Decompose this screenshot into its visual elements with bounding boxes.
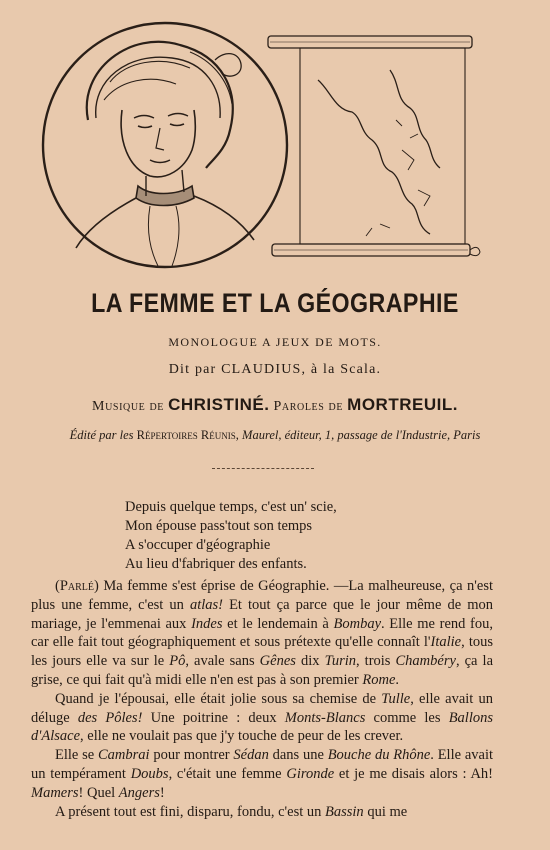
spoken-monologue	[31, 577, 493, 821]
portrait-medallion	[43, 23, 287, 267]
song-subtitle: MONOLOGUE A JEUX DE MOTS.	[168, 335, 382, 349]
lyrics-prefix: Paroles de	[273, 399, 344, 414]
verse-line: Mon épouse pass'tout son temps	[125, 518, 313, 534]
verse-line: A s'occuper d'géographie	[125, 537, 271, 553]
divider-rule	[212, 468, 314, 469]
illustration	[0, 0, 550, 290]
performer-line: Dit par CLAUDIUS, à la Scala.	[168, 362, 382, 377]
publisher-address: Maurel, éditeur, 1, passage de l'Industrie, Paris	[242, 428, 481, 442]
credits-line	[0, 395, 550, 415]
publisher-line	[0, 428, 550, 443]
verse-line: Depuis quelque temps, c'est un' scie,	[125, 499, 337, 515]
verse-stanza	[125, 498, 337, 574]
lyricist-name: MORTREUIL.	[347, 395, 458, 414]
composer-name: CHRISTINÉ.	[168, 395, 270, 414]
wall-map-illustration	[268, 36, 480, 256]
paragraph: (Parlé) Ma femme s'est éprise de Géographie. —La malheureuse, ça n'est plus une femme, c'est un atlas! Et tout ça parce que le jour même de mon mariage, je l'emmenai aux Indes et le lendemain à Bombay. Elle me rend fou, car elle fait tout géographiquement et sous prétexte qu'elle connaît l'Italie, tous les jours elle va sur le Pô, avale sans Gênes dix Turin, trois Chambéry, ça la grise, ce qui fait qu'à midi elle n'en est pas à son premier Rome.	[31, 578, 494, 688]
song-title: LA FEMME ET LA GÉOGRAPHIE	[91, 288, 459, 318]
paragraph: Quand je l'épousai, elle était jolie sous sa chemise de Tulle, elle avait un déluge des Pôles! Une poitrine : deux Monts-Blancs comme les Ballons d'Alsace, elle ne voulait pas que j'y touche de peur de les crever.	[31, 690, 493, 745]
paragraph: Elle se Cambrai pour montrer Sédan dans une Bouche du Rhône. Elle avait un tempérament Doubs, c'était une femme Gironde et je me disais alors : Ah! Mamers! Quel Angers!	[31, 747, 494, 801]
publisher-name: Répertoires Réunis,	[136, 428, 239, 442]
verse-line: Au lieu d'fabriquer des enfants.	[125, 556, 307, 572]
paragraph: A présent tout est fini, disparu, fondu, c'est un Bassin qui me	[55, 803, 408, 820]
publisher-prefix: Édité par les	[69, 428, 134, 442]
music-prefix: Musique de	[92, 399, 164, 414]
spoken-marker: (Parlé)	[55, 578, 99, 594]
